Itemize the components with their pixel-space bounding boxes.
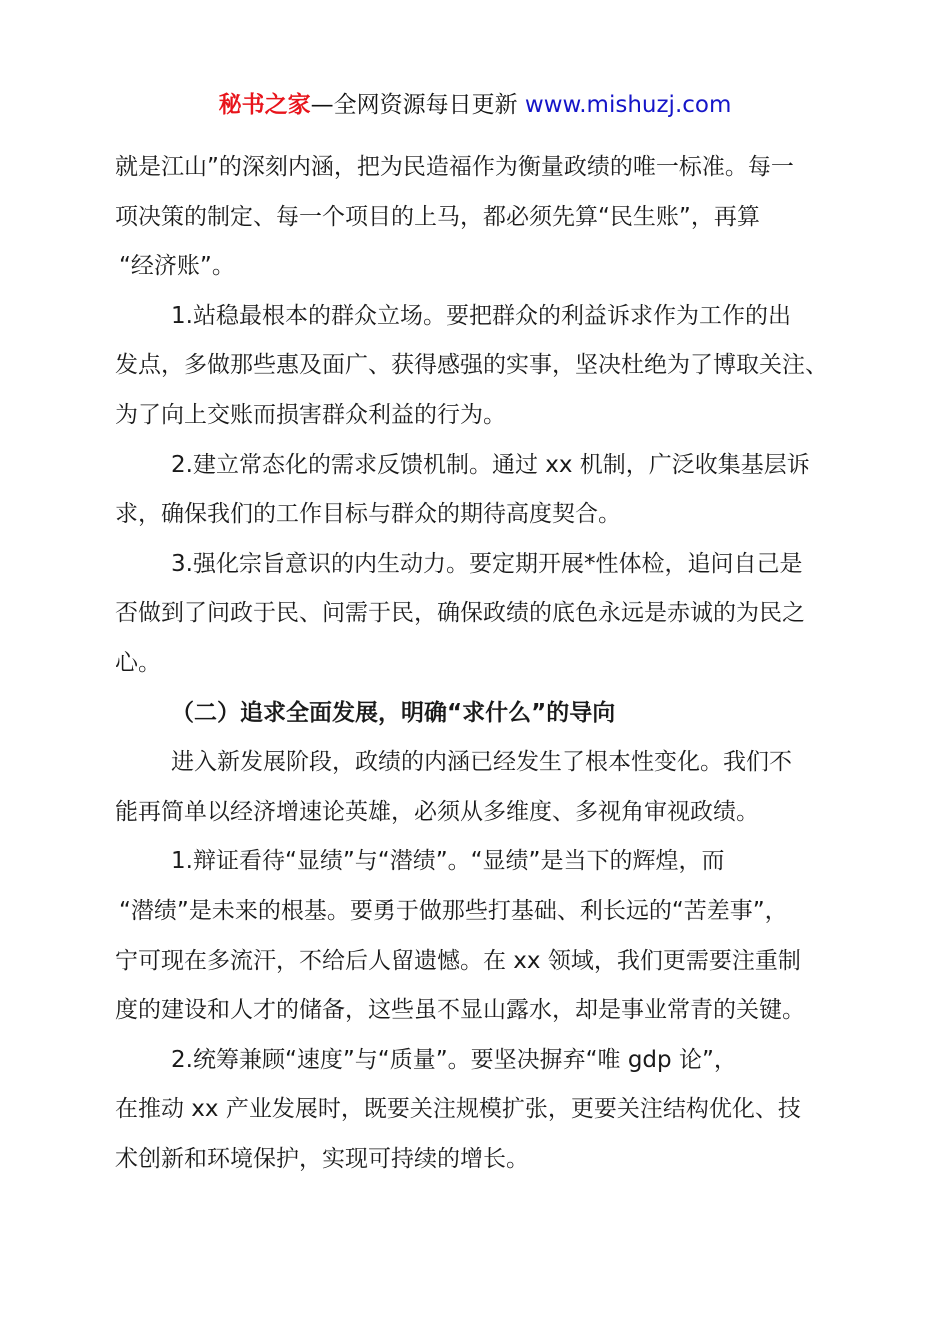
brand-name: 秘书之家	[218, 92, 311, 118]
text-line: “潜绩”是未来的根基。要勇于做那些打基础、利长远的“苦差事”，	[119, 897, 788, 924]
text-line: 在推动 xx 产业发展时，既要关注规模扩张，更要关注结构优化、技	[115, 1096, 801, 1123]
text-line: “经济账”。	[119, 253, 235, 280]
text-line: 3.强化宗旨意识的内生动力。要定期开展*性体检，追问自己是	[171, 550, 803, 577]
text-line: 项决策的制定、每一个项目的上马，都必须先算“民生账”，再算	[115, 203, 760, 230]
paragraph-continuation	[115, 144, 855, 293]
text-line: 为了向上交账而损害群众利益的行为。	[115, 401, 506, 428]
site-url-link[interactable]: www.mishuzj.com	[524, 92, 732, 118]
heading-text: （二）追求全面发展，明确“求什么”的导向	[171, 699, 616, 726]
paragraph-item-1-achievements	[115, 838, 855, 1036]
text-line: 度的建设和人才的储备，这些虽不显山露水，却是事业常青的关键。	[115, 997, 805, 1024]
text-line: 2.建立常态化的需求反馈机制。通过 xx 机制，广泛收集基层诉	[171, 451, 810, 478]
text-line: 就是江山”的深刻内涵，把为民造福作为衡量政绩的唯一标准。每一	[115, 154, 794, 180]
text-line: 2.统筹兼顾“速度”与“质量”。要坚决摒弃“唯 gdp 论”，	[171, 1046, 737, 1073]
text-line: 1.站稳最根本的群众立场。要把群众的利益诉求作为工作的出	[171, 302, 791, 329]
paragraph-item-2-feedback	[115, 442, 855, 541]
text-line: 进入新发展阶段，政绩的内涵已经发生了根本性变化。我们不	[171, 749, 792, 776]
text-line: 求，确保我们的工作目标与群众的期待高度契合。	[115, 501, 621, 528]
header-tagline: —全网资源每日更新	[310, 92, 518, 118]
document-body	[115, 144, 855, 1185]
paragraph-intro	[115, 739, 855, 838]
paragraph-item-3-motivation	[115, 541, 855, 690]
text-line: 1.辩证看待“显绩”与“潜绩”。“显绩”是当下的辉煌，而	[171, 848, 725, 875]
text-line: 否做到了问政于民、问需于民，确保政绩的底色永远是赤诚的为民之	[115, 600, 805, 627]
text-line: 发点，多做那些惠及面广、获得感强的实事，坚决杜绝为了博取关注、	[115, 352, 828, 379]
text-line: 宁可现在多流汗，不给后人留遗憾。在 xx 领域，我们更需要注重制	[115, 947, 801, 974]
paragraph-item-2-speed-quality	[115, 1037, 855, 1186]
section-heading	[115, 690, 855, 740]
text-line: 能再简单以经济增速论英雄，必须从多维度、多视角审视政绩。	[115, 798, 759, 825]
page-header	[0, 88, 950, 122]
text-line: 心。	[115, 649, 161, 676]
text-line: 术创新和环境保护，实现可持续的增长。	[115, 1145, 529, 1172]
paragraph-item-1-stance	[115, 293, 855, 442]
